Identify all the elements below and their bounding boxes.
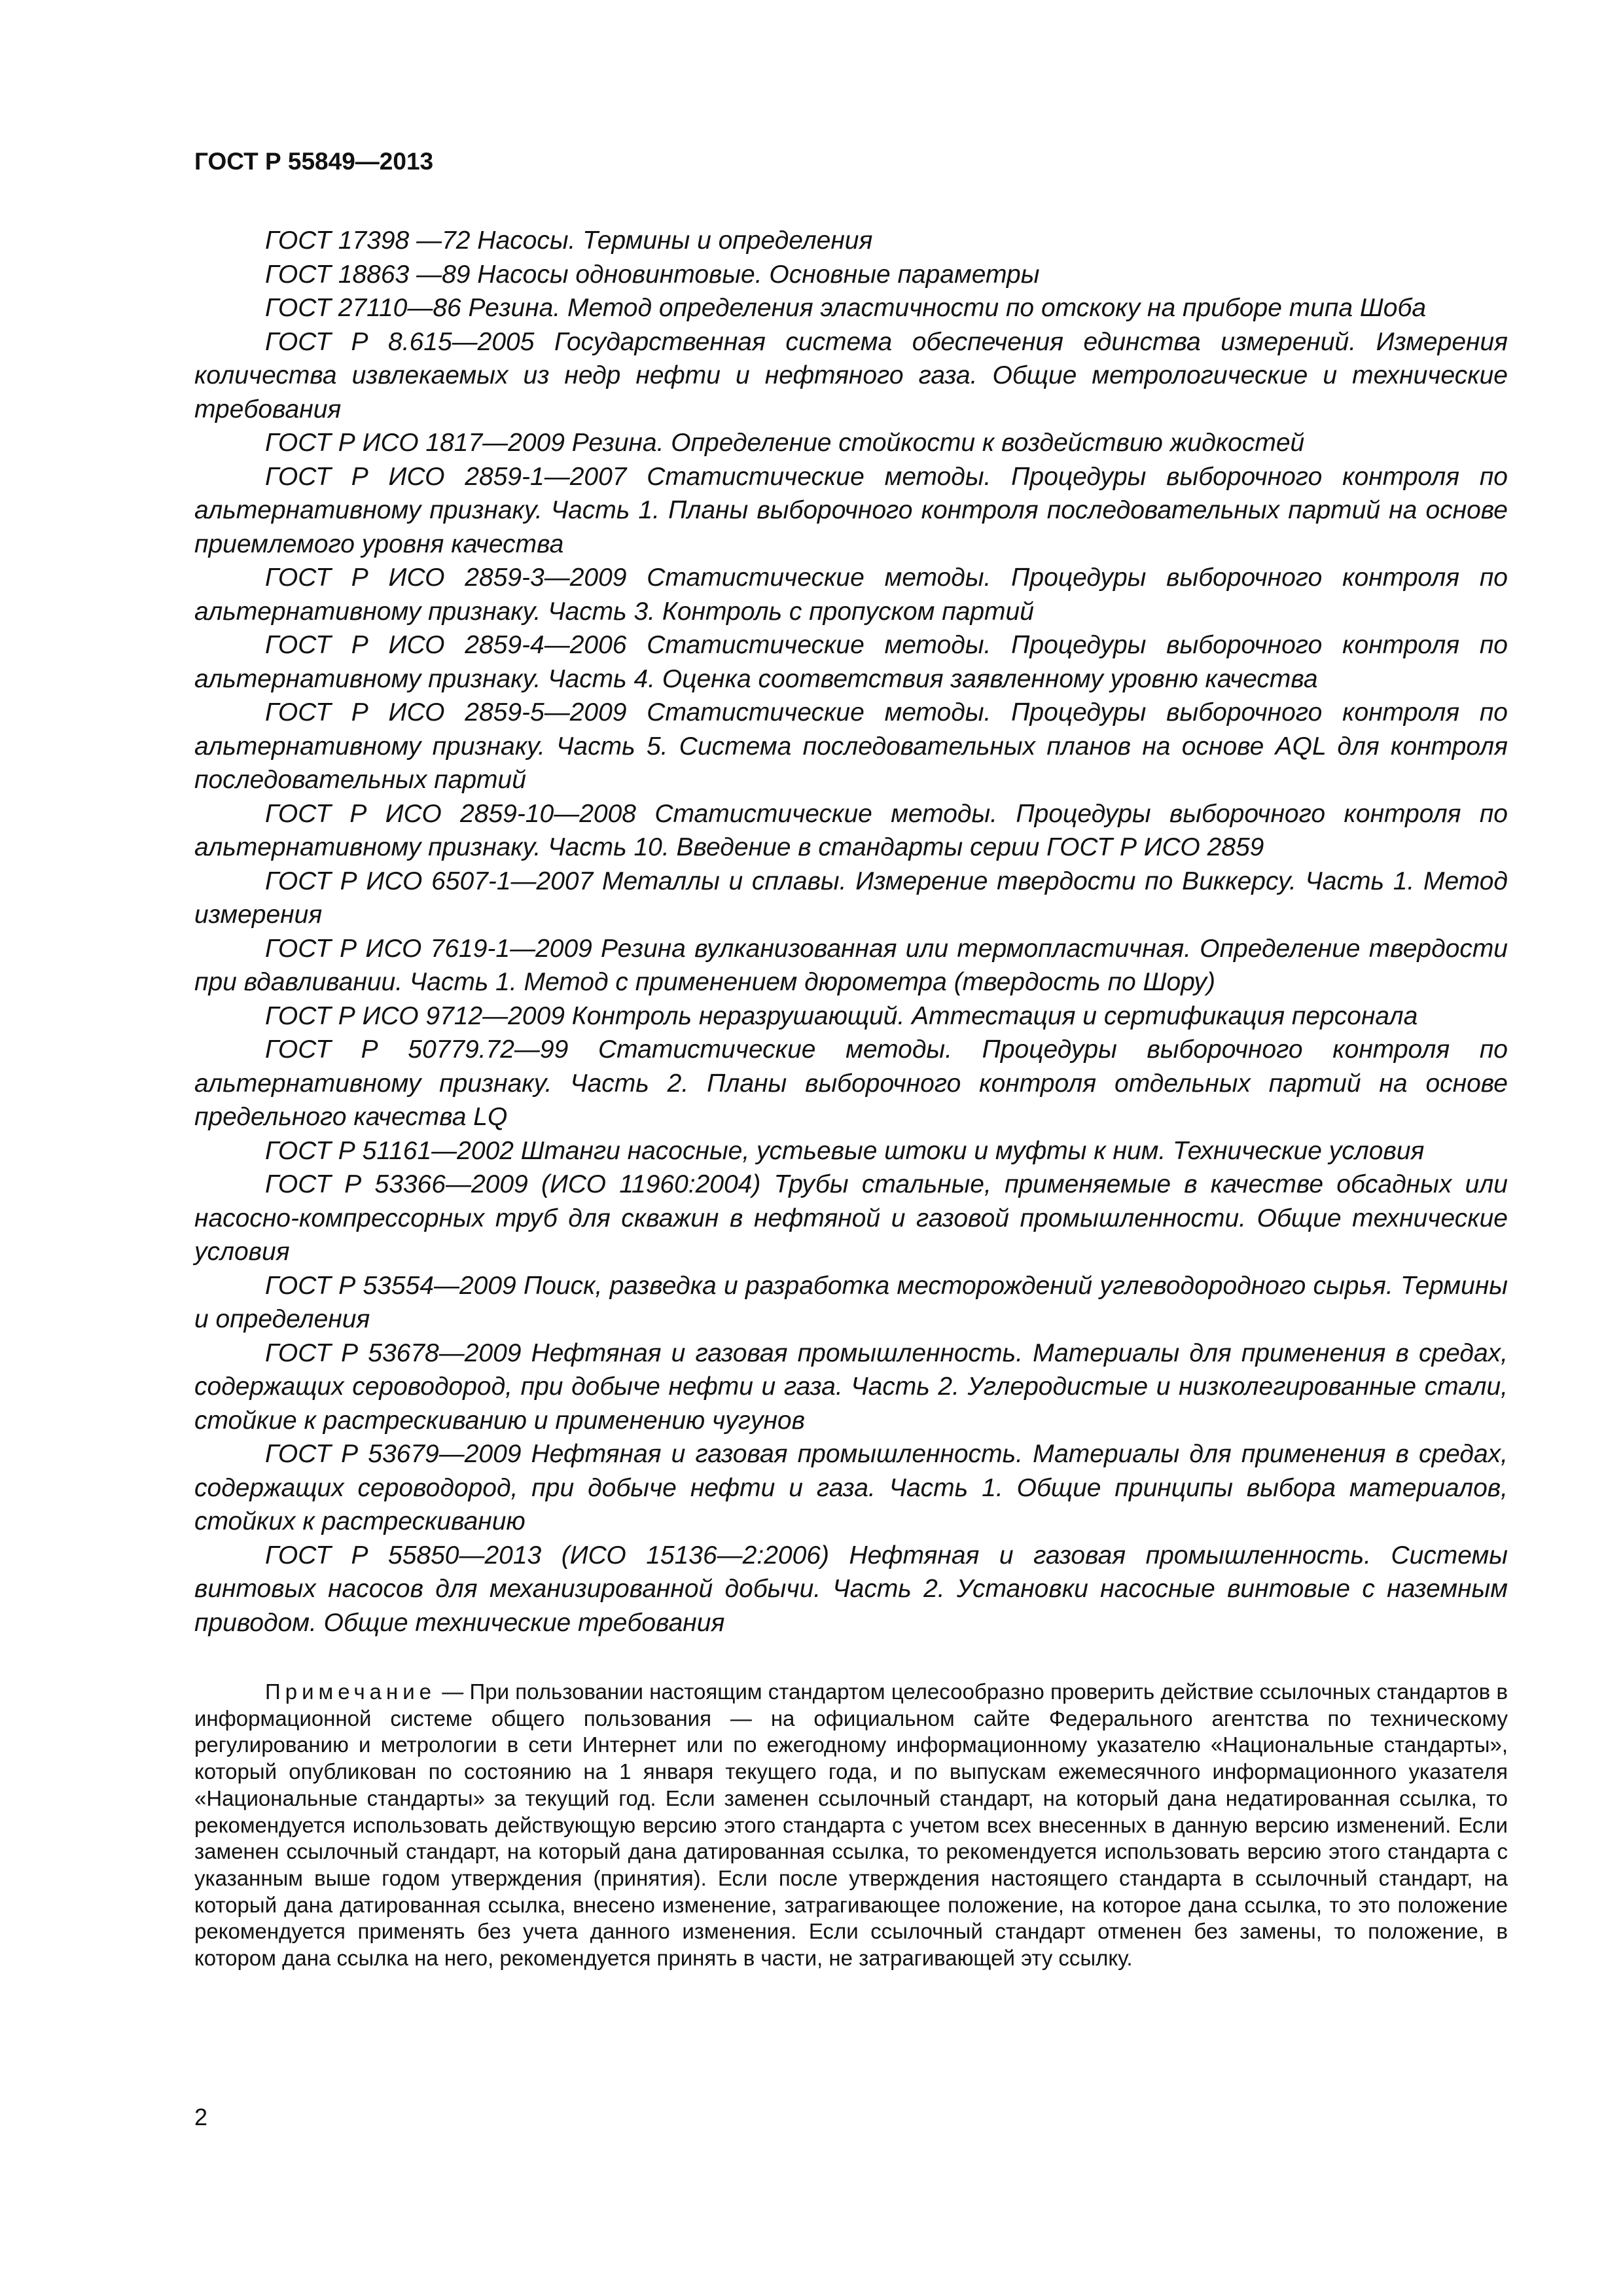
reference-item: ГОСТ Р 53678—2009 Нефтяная и газовая промышленность. Материалы для применения в средах, содержащих сероводород, при добыче нефти и газа. Часть 2. Углеродистые и низколегированные стали, стойкие к растрескиванию и применению чугунов (194, 1338, 1508, 1435)
reference-item: ГОСТ Р 50779.72—99 Статистические методы. Процедуры выборочного контроля по альтернативному признаку. Часть 2. Планы выборочного контроля отдельных партий на основе предельного качества LQ (194, 1035, 1508, 1131)
reference-item: ГОСТ 18863 —89 Насосы одновинтовые. Основные параметры (265, 260, 1040, 289)
reference-item: ГОСТ Р 8.615—2005 Государственная система обеспечения единства измерений. Измерения количества извлекаемых из недр нефти и нефтяного газа. Общие метрологические и технические требования (194, 327, 1508, 423)
reference-item: ГОСТ Р ИСО 6507-1—2007 Металлы и сплавы. Измерение твердости по Виккерсу. Часть 1. Метод измерения (194, 867, 1508, 929)
note-text: — При пользовании настоящим стандартом целесообразно проверить действие ссылочных стандартов в информационной системе общего пользования — на официальном сайте Федерального агентства по техническому регулированию и метрологии в сети Интернет или по ежегодному информационному указателю «Национальные стандарты», который опубликован по состоянию на 1 января текущего года, и по выпускам ежемесячного информационного указателя «Национальные стандарты» за текущий год. Если заменен ссылочный стандарт, на который дана недатированная ссылка, то рекомендуется использовать действующую версию этого стандарта с учетом всех внесенных в данную версию изменений. Если заменен ссылочный стандарт, на который дана датированная ссылка, то рекомендуется использовать версию этого стандарта с указанным выше годом утверждения (принятия). Если после утверждения настоящего стандарта в ссылочный стандарт, на который дана датированная ссылка, внесено изменение, затрагивающее положение, на которое дана ссылка, то это положение рекомендуется применять без учета данного изменения. Если ссылочный стандарт отменен без замены, то положение, в котором дана ссылка на него, рекомендуется принять в части, не затрагивающей эту ссылку. (194, 1679, 1508, 1971)
reference-item: ГОСТ Р 53554—2009 Поиск, разведка и разработка месторождений углеводородного сырья. Термины и определения (194, 1271, 1508, 1333)
reference-item: ГОСТ Р ИСО 2859-4—2006 Статистические методы. Процедуры выборочного контроля по альтернативному признаку. Часть 4. Оценка соответствия заявленному уровню качества (194, 631, 1508, 693)
reference-item: ГОСТ 27110—86 Резина. Метод определения эластичности по отскоку на приборе типа Шоба (265, 294, 1427, 322)
normative-references-list (194, 224, 1508, 1640)
reference-item: ГОСТ Р ИСО 2859-5—2009 Статистические методы. Процедуры выборочного контроля по альтернативному признаку. Часть 5. Система последовательных планов на основе AQL для контроля последовательных партий (194, 698, 1508, 794)
reference-item: ГОСТ Р 51161—2002 Штанги насосные, устьевые штоки и муфты к ним. Технические условия (265, 1136, 1425, 1165)
reference-item: ГОСТ Р 55850—2013 (ИСО 15136—2:2006) Нефтяная и газовая промышленность. Системы винтовых насосов для механизированной добычи. Часть 2. Установки насосные винтовые с наземным приводом. Общие технические требования (194, 1541, 1508, 1637)
note-paragraph (194, 1679, 1508, 1972)
page-number: 2 (194, 2104, 208, 2130)
reference-item: ГОСТ Р ИСО 9712—2009 Контроль неразрушающий. Аттестация и сертификация персонала (265, 1001, 1418, 1030)
reference-item: ГОСТ Р ИСО 2859-3—2009 Статистические методы. Процедуры выборочного контроля по альтернативному признаку. Часть 3. Контроль с пропуском партий (194, 564, 1508, 626)
reference-item: ГОСТ Р 53366—2009 (ИСО 11960:2004) Трубы стальные, применяемые в качестве обсадных или насосно-компрессорных труб для скважин в нефтяной и газовой промышленности. Общие технические условия (194, 1170, 1508, 1266)
reference-item: ГОСТ Р ИСО 2859-10—2008 Статистические методы. Процедуры выборочного контроля по альтернативному признаку. Часть 10. Введение в стандарты серии ГОСТ Р ИСО 2859 (194, 799, 1508, 861)
note-label: Примечание (265, 1679, 437, 1704)
reference-item: ГОСТ Р ИСО 2859-1—2007 Статистические методы. Процедуры выборочного контроля по альтернативному признаку. Часть 1. Планы выборочного контроля последовательных партий на основе приемлемого уровня качества (194, 462, 1508, 558)
page-header-doc-code: ГОСТ Р 55849—2013 (194, 148, 434, 175)
reference-item: ГОСТ Р ИСО 1817—2009 Резина. Определение стойкости к воздействию жидкостей (265, 429, 1305, 457)
reference-item: ГОСТ 17398 —72 Насосы. Термины и определения (265, 226, 873, 255)
reference-item: ГОСТ Р ИСО 7619-1—2009 Резина вулканизованная или термопластичная. Определение твердости при вдавливании. Часть 1. Метод с применением дюрометра (твердость по Шору) (194, 934, 1508, 996)
reference-item: ГОСТ Р 53679—2009 Нефтяная и газовая промышленность. Материалы для применения в средах, содержащих сероводород, при добыче нефти и газа. Часть 1. Общие принципы выбора материалов, стойких к растрескиванию (194, 1440, 1508, 1535)
